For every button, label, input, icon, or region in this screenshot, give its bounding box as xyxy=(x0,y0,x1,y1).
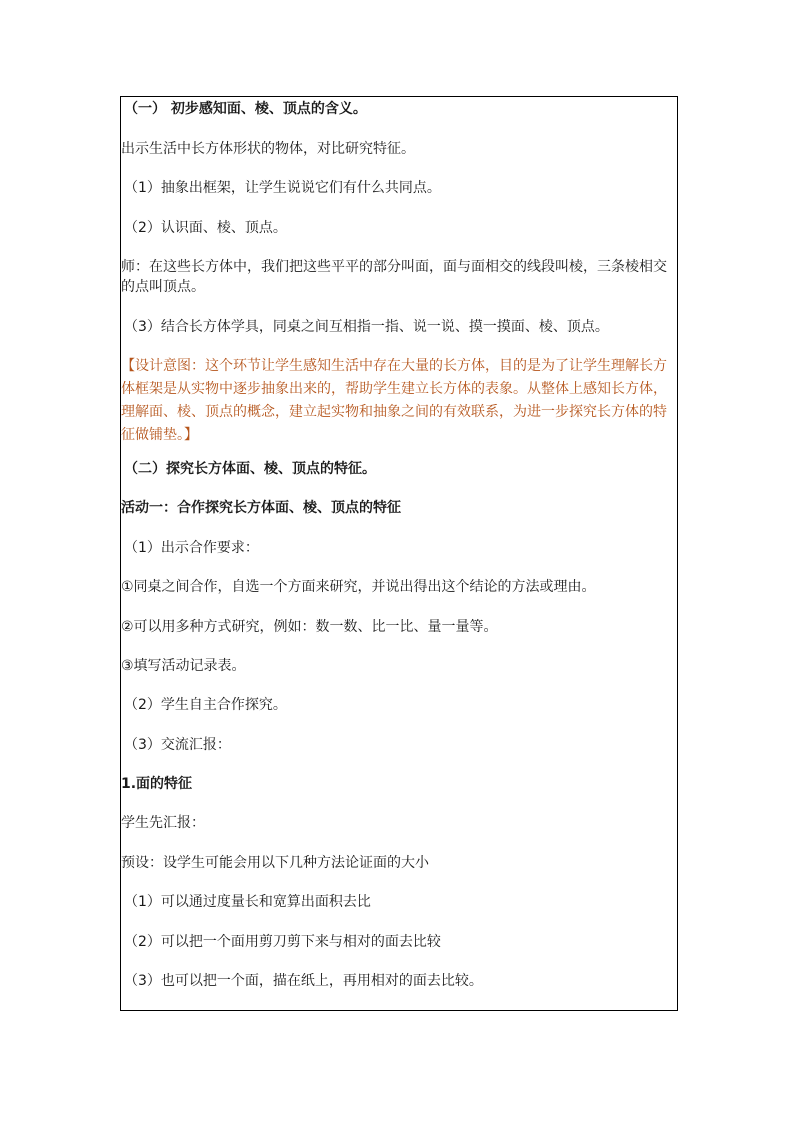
method-3: （3）也可以把一个面，描在纸上，再用相对的面去比较。 xyxy=(124,973,483,989)
document-table-cell xyxy=(120,96,678,1011)
section1-intro: 出示生活中长方体形状的物体，对比研究特征。 xyxy=(121,141,415,157)
section2-heading: （二）探究长方体面、棱、顶点的特征。 xyxy=(124,461,376,477)
activity-one-title: 活动一：合作探究长方体面、棱、顶点的特征 xyxy=(121,500,401,516)
section1-teacher-line: 师：在这些长方体中，我们把这些平平的部分叫面，面与面相交的线段叫棱，三条棱相交的点叫顶点。 xyxy=(121,259,667,295)
section2-step3: （3）交流汇报： xyxy=(124,737,231,753)
section1-heading: （一） 初步感知面、棱、顶点的含义。 xyxy=(124,101,367,117)
section2-step2: （2）学生自主合作探究。 xyxy=(124,697,287,713)
section1-step3: （3）结合长方体学具，同桌之间互相指一指、说一说、摸一摸面、棱、顶点。 xyxy=(124,319,609,335)
design-intent-note: 【设计意图：这个环节让学生感知生活中存在大量的长方体，目的是为了让学生理解长方体框架是从实物中逐步抽象出来的，帮助学生建立长方体的表象。从整体上感知长方体，理解面、棱、顶点的概念，建立起实物和抽象之间的有效联系，为进一步探究长方体的特征做铺垫。】 xyxy=(121,358,667,443)
requirement-title: （1）出示合作要求： xyxy=(124,540,259,556)
method-1: （1）可以通过度量长和宽算出面积去比 xyxy=(124,894,371,910)
student-report: 学生先汇报： xyxy=(121,815,205,831)
requirement-2: ②可以用多种方式研究，例如：数一数、比一比、量一量等。 xyxy=(121,619,498,635)
requirement-1: ①同桌之间合作，自选一个方面来研究，并说出得出这个结论的方法或理由。 xyxy=(121,579,596,595)
section1-step1: （1）抽象出框架，让学生说说它们有什么共同点。 xyxy=(124,180,441,196)
preset-line: 预设：设学生可能会用以下几种方法论证面的大小 xyxy=(121,855,429,871)
section1-step2: （2）认识面、棱、顶点。 xyxy=(124,220,287,236)
method-2: （2）可以把一个面用剪刀剪下来与相对的面去比较 xyxy=(124,934,441,950)
requirement-3: ③填写活动记录表。 xyxy=(121,658,246,674)
face-feature-title: 1.面的特征 xyxy=(121,776,193,792)
